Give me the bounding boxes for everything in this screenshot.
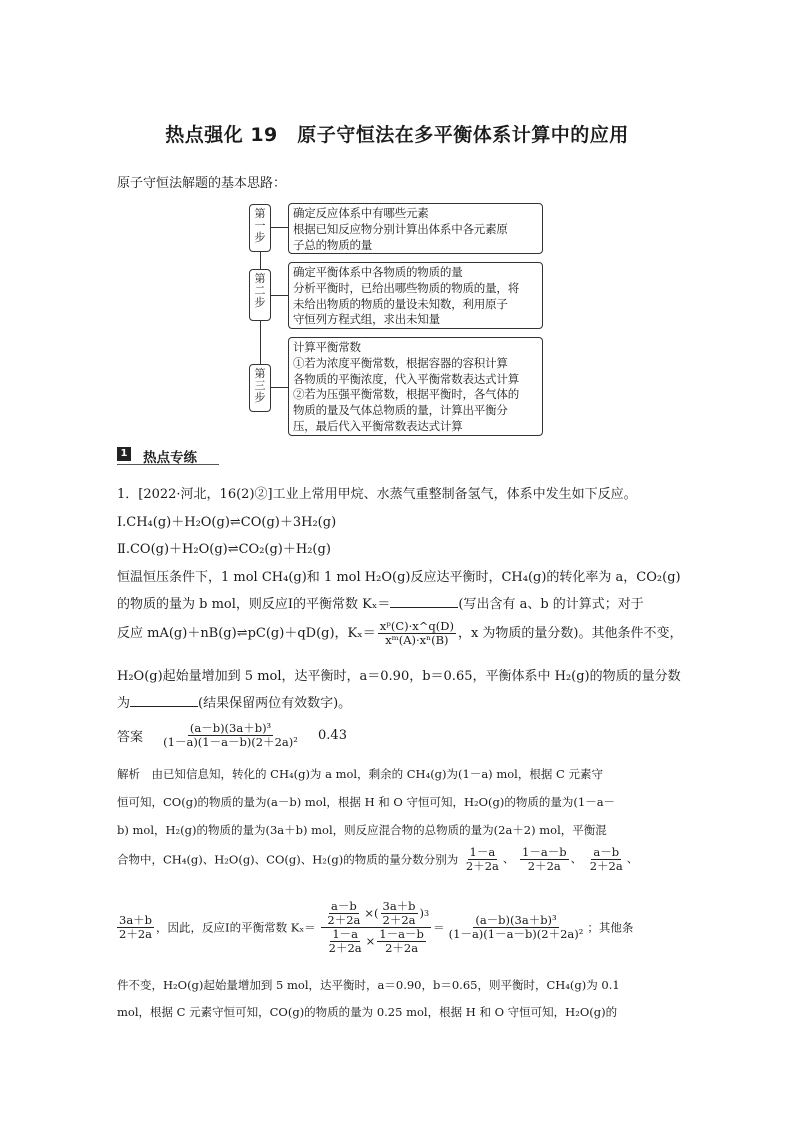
answer-blank-2[interactable] — [130, 694, 198, 707]
step-3-label: 第 三 步 — [249, 364, 271, 412]
analysis-line-6: 件不变，H₂O(g)起始量增加到 5 mol，达平衡时，a＝0.90，b＝0.65，则平衡时，CH₄(g)为 0.1 — [117, 978, 620, 992]
question-line-4: 恒温恒压条件下，1 mol CH₄(g)和 1 mol H₂O(g)反应达平衡时，CH₄(g)的转化率为 a，CO₂(g) — [117, 570, 681, 585]
analysis-line-5: $\frac{3a+b}{2+2a}$ ，因此，反应Ⅰ的平衡常数 Kₓ＝ $\frac{a-b}{2+2a}$ ×( $\frac{3a+b}{2+2a}$ ) 3 $\frac{1-a}{2+2a}$ × $\frac{1-a-b}{2+2a}$ ＝ $\frac{\text{(a－b)(3a＋b)³}}{\text{(1－a)(1－a－b)(2＋2a)²}}$ ；其他条 — [119, 899, 634, 955]
analysis-line-7: mol，根据 C 元素守恒可知，CO(g)的物质的量为 0.25 mol，根据 H 和 O 守恒可知，H₂O(g)的 — [117, 1005, 618, 1019]
fraction-h2: $\frac{3a+b}{2+2a}$ — [119, 913, 153, 941]
kx-result-fraction: $\frac{\text{(a－b)(3a＋b)³}}{\text{(1－a)(1－a－b)(2＋2a)²}}$ — [448, 913, 584, 941]
section-heading — [117, 446, 219, 465]
section-title: 热点专练 — [143, 450, 197, 466]
question-line-1: 1．[2022·河北，16(2)②]工业上常用甲烷、水蒸气重整制备氢气，体系中发生如下反应。 — [117, 487, 637, 502]
analysis-line-3: b) mol，H₂(g)的物质的量为(3a＋b) mol，则反应混合物的总物质的量为(2a＋2) mol，平衡混 — [117, 823, 607, 837]
analysis-line-4: 合物中，CH₄(g)、H₂O(g)、CO(g)、H₂(g)的物质的量分数分别为 $\frac{1-a}{2+2a}$ 、 $\frac{1-a-b}{2+2a}$ 、 $\frac{a-b}{2+2a}$ 、 — [117, 845, 639, 873]
kx-definition-fraction: $\frac{\text{xᵖ(C)·x\textasciicircum{}q(D)}}{\text{xᵐ(A)·xⁿ(B)}}$ — [379, 619, 454, 647]
step-1-label: 第 一 步 — [249, 204, 271, 252]
fraction-h2o: $\frac{1-a-b}{2+2a}$ — [522, 845, 567, 873]
fraction-co: $\frac{a-b}{2+2a}$ — [589, 845, 623, 873]
answer-row — [117, 722, 347, 749]
fraction-ch4: $\frac{1-a}{2+2a}$ — [465, 845, 499, 873]
step-2-box: 确定平衡体系中各物质的物质的量 分析平衡时，已给出哪些物质的物质的量，将 未给出物质的物质的量设未知数，利用原子 守恒列方程式组，求出未知量 — [288, 262, 543, 329]
page-title: 热点强化 19 原子守恒法在多平衡体系计算中的应用 — [165, 124, 629, 146]
analysis-line-2: 恒可知，CO(g)的物质的量为(a－b) mol，根据 H 和 O 守恒可知，H₂O(g)的物质的量为(1－a－ — [117, 795, 616, 809]
kx-compound-fraction: $\frac{a-b}{2+2a}$ ×( $\frac{3a+b}{2+2a}$ ) 3 $\frac{1-a}{2+2a}$ × $\frac{1-a-b}{2+2a}$ — [321, 900, 431, 955]
section-number-icon: 1 — [117, 447, 131, 461]
step-2-label: 第 二 步 — [249, 269, 271, 321]
step-3-box: 计算平衡常数 ①若为浓度平衡常数，根据容器的容积计算 各物质的平衡浓度，代入平衡常数表达式计算 ②若为压强平衡常数，根据平衡时，各气体的 物质的量及气体总物质的量，计算出平衡分 压，最后代入平衡常数表达式计算 — [288, 337, 543, 436]
answer-label: 答案 — [117, 730, 144, 745]
question-line-8: 为 (结果保留两位有效数字)。 — [117, 696, 352, 711]
step-1-box: 确定反应体系中有哪些元素 根据已知反应物分别计算出体系中各元素原 子总的物质的量 — [288, 203, 543, 254]
question-line-6: 反应 mA(g)＋nB(g)⇌pC(g)＋qD(g)，Kₓ＝ $\frac{\text{xᵖ(C)·x\textasciicircum{}q(D)}}{\text{xᵐ(A)·xⁿ(B)}}$ ，x 为物质的量分数)。其他条件不变， — [117, 619, 683, 647]
analysis-line-1: 解析 由已知信息知，转化的 CH₄(g)为 a mol，剩余的 CH₄(g)为(1－a) mol，根据 C 元素守 — [117, 767, 603, 781]
question-line-7: H₂O(g)起始量增加到 5 mol，达平衡时，a＝0.90，b＝0.65，平衡体系中 H₂(g)的物质的量分数 — [117, 669, 681, 684]
answer-fraction: $\frac{\text{(a－b)(3a＋b)³}}{\text{(1－a)(1－a－b)(2＋2a)²}}$ — [163, 721, 298, 749]
intro-text: 原子守恒法解题的基本思路： — [117, 176, 287, 191]
reaction-2: Ⅱ.CO(g)＋H₂O(g)⇌CO₂(g)＋H₂(g) — [117, 542, 331, 557]
answer-value: 0.43 — [318, 728, 347, 743]
question-line-5: 的物质的量为 b mol，则反应Ⅰ的平衡常数 Kₓ＝ (写出含有 a、b 的计算式；对于 — [117, 597, 644, 612]
answer-blank-1[interactable] — [390, 595, 458, 608]
reaction-1: Ⅰ.CH₄(g)＋H₂O(g)⇌CO(g)＋3H₂(g) — [117, 515, 337, 530]
